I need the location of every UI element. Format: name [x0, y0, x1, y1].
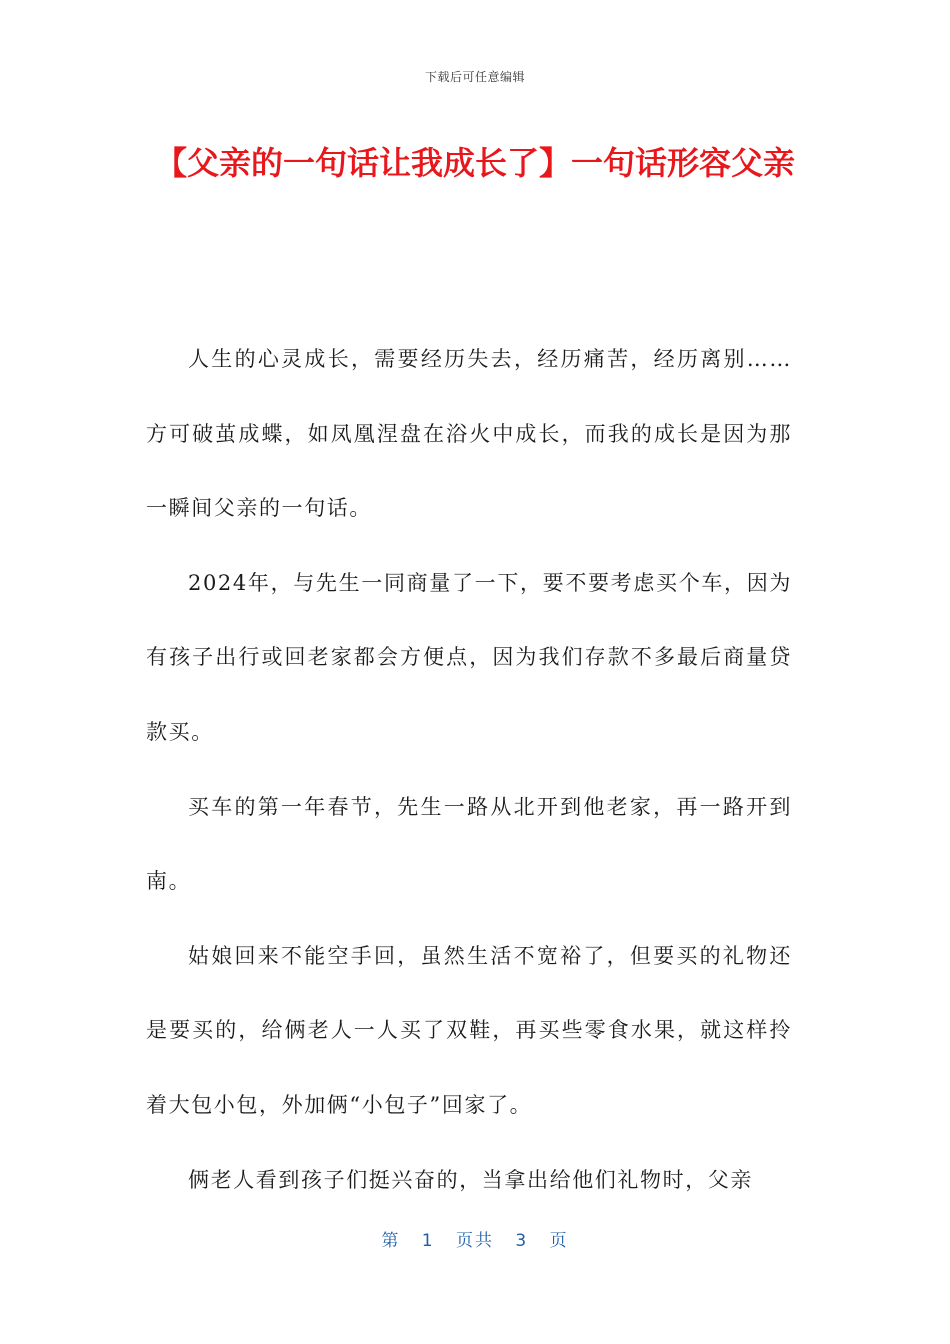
page-number-footer: 第 1 页共 3 页	[381, 1231, 569, 1251]
paragraph: 买车的第一年春节，先生一路从北开到他老家，再一路开到南。	[146, 794, 792, 894]
document-body	[146, 322, 792, 1217]
paragraph: 俩老人看到孩子们挺兴奋的，当拿出给他们礼物时，父亲	[188, 1167, 753, 1192]
document-title: 【父亲的一句话让我成长了】一句话形容父亲	[154, 144, 795, 182]
paragraph: 姑娘回来不能空手回，虽然生活不宽裕了，但要买的礼物还是要买的，给俩老人一人买了双鞋，再买些零食水果，就这样拎着大包小包，外加俩“小包子”回家了。	[146, 943, 792, 1117]
paragraph: 人生的心灵成长，需要经历失去，经历痛苦，经历离别……方可破茧成蝶，如凤凰涅盘在浴火中成长，而我的成长是因为那一瞬间父亲的一句话。	[146, 347, 792, 521]
paragraph: 2024年，与先生一同商量了一下，要不要考虑买个车，因为有孩子出行或回老家都会方便点，因为我们存款不多最后商量贷款买。	[146, 570, 792, 744]
header-note: 下载后可任意编辑	[424, 70, 525, 84]
